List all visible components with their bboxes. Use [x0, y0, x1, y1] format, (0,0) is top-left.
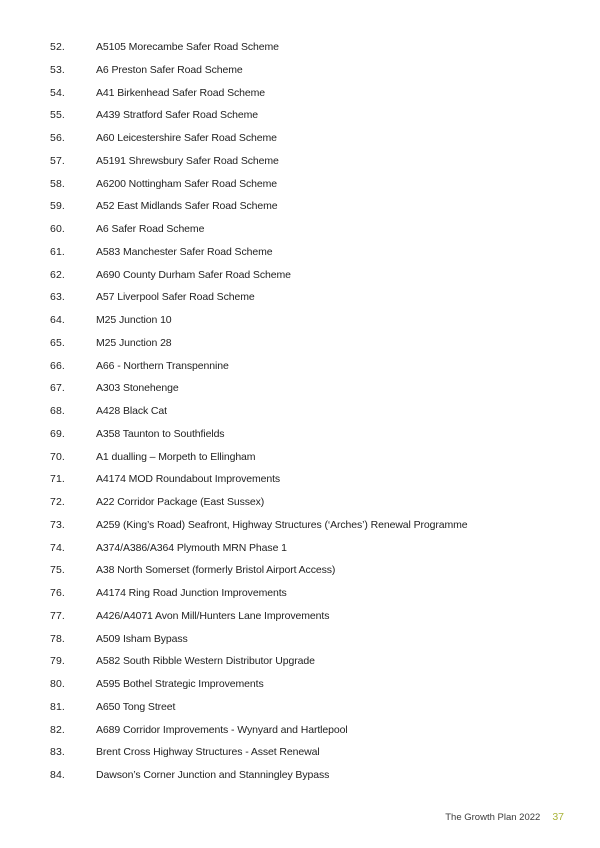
list-item: [50, 403, 468, 426]
list-item: [50, 198, 468, 221]
list-item-number: 69.: [50, 427, 65, 440]
list-item: [50, 653, 468, 676]
list-item-text: A374/A386/A364 Plymouth MRN Phase 1: [96, 541, 287, 554]
list-item-text: A428 Black Cat: [96, 405, 167, 417]
list-item-text: A595 Bothel Strategic Improvements: [96, 678, 264, 690]
list-item-text: A6200 Nottingham Safer Road Scheme: [96, 177, 278, 190]
list-item-text: Dawson’s Corner Junction and Stanningley Bypass: [96, 769, 330, 781]
list-item: [50, 380, 468, 403]
list-item-number: 81.: [50, 700, 65, 713]
list-item: [50, 631, 468, 654]
list-item-number: 67.: [50, 382, 65, 395]
list-item-number: 52.: [50, 41, 65, 53]
list-item-text: A4174 MOD Roundabout Improvements: [96, 473, 281, 486]
list-item-text: A57 Liverpool Safer Road Scheme: [96, 291, 255, 304]
list-item-number: 74.: [50, 541, 65, 554]
list-item: [50, 244, 468, 267]
list-item-number: 78.: [50, 632, 65, 645]
list-item-text: A41 Birkenhead Safer Road Scheme: [96, 86, 265, 99]
list-item-number: 63.: [50, 291, 65, 304]
list-item: [50, 176, 468, 199]
list-item-number: 66.: [50, 359, 65, 372]
page-footer: [445, 811, 564, 823]
list-item-text: A690 County Durham Safer Road Scheme: [96, 268, 291, 281]
list-item-text: Brent Cross Highway Structures - Asset Renewal: [96, 746, 320, 759]
list-item-text: A22 Corridor Package (East Sussex): [96, 496, 265, 508]
list-item-number: 58.: [50, 177, 65, 190]
list-item-text: A689 Corridor Improvements - Wynyard and Hartlepool: [96, 723, 348, 736]
list-item-number: 79.: [50, 655, 65, 668]
list-item-number: 64.: [50, 314, 65, 326]
list-item-number: 75.: [50, 564, 65, 577]
list-item-text: A1 dualling – Morpeth to Ellingham: [96, 450, 256, 463]
list-item-text: A509 Isham Bypass: [96, 632, 188, 645]
list-item-text: M25 Junction 28: [96, 336, 172, 349]
list-item-text: A5191 Shrewsbury Safer Road Scheme: [96, 154, 279, 167]
list-item-text: A66 - Northern Transpennine: [96, 359, 229, 372]
list-item-text: A38 North Somerset (formerly Bristol Airport Access): [96, 564, 336, 577]
list-item-number: 53.: [50, 63, 65, 76]
list-item-number: 72.: [50, 496, 65, 508]
list-item-text: A60 Leicestershire Safer Road Scheme: [96, 132, 277, 144]
list-item-number: 61.: [50, 245, 65, 258]
list-item-text: M25 Junction 10: [96, 314, 172, 326]
list-item: [50, 540, 468, 563]
list-item-text: A259 (King’s Road) Seafront, Highway Structures (‘Arches’) Renewal Programme: [96, 518, 468, 531]
list-item: [50, 767, 468, 790]
list-item-text: A583 Manchester Safer Road Scheme: [96, 245, 273, 258]
list-item-number: 60.: [50, 223, 65, 235]
footer-title: The Growth Plan 2022: [445, 812, 541, 823]
list-item: [50, 426, 468, 449]
list-item: [50, 517, 468, 540]
list-item: [50, 267, 468, 290]
list-item-number: 56.: [50, 132, 65, 144]
list-item-number: 57.: [50, 154, 65, 167]
list-item: [50, 312, 468, 335]
list-item-text: A52 East Midlands Safer Road Scheme: [96, 200, 278, 213]
list-item-text: A4174 Ring Road Junction Improvements: [96, 587, 287, 599]
list-item-number: 54.: [50, 86, 65, 99]
list-item-text: A582 South Ribble Western Distributor Upgrade: [96, 655, 315, 668]
list-item-number: 68.: [50, 405, 65, 417]
list-item: [50, 221, 468, 244]
list-item-number: 59.: [50, 200, 65, 213]
list-item: [50, 62, 468, 85]
list-item: [50, 744, 468, 767]
list-item-text: A650 Tong Street: [96, 700, 176, 713]
list-item-number: 82.: [50, 723, 65, 736]
page-number: 37: [552, 811, 564, 823]
list-item: [50, 562, 468, 585]
list-item-number: 73.: [50, 518, 65, 531]
list-item: [50, 699, 468, 722]
list-item-number: 76.: [50, 587, 65, 599]
list-item: [50, 153, 468, 176]
list-item-text: A6 Safer Road Scheme: [96, 223, 205, 235]
list-item-text: A5105 Morecambe Safer Road Scheme: [96, 41, 279, 53]
list-item-number: 55.: [50, 109, 65, 122]
list-item: [50, 722, 468, 745]
list-item: [50, 608, 468, 631]
list-item-number: 84.: [50, 769, 65, 781]
list-item: [50, 494, 468, 517]
list-item-number: 70.: [50, 450, 65, 463]
list-item: [50, 449, 468, 472]
list-item-text: A358 Taunton to Southfields: [96, 427, 225, 440]
list-item-text: A303 Stonehenge: [96, 382, 179, 395]
list-item: [50, 85, 468, 108]
list-item-number: 83.: [50, 746, 65, 759]
list-item-text: A439 Stratford Safer Road Scheme: [96, 109, 258, 122]
list-item: [50, 130, 468, 153]
list-item-number: 62.: [50, 268, 65, 281]
list-item: [50, 471, 468, 494]
list-item: [50, 289, 468, 312]
list-item-number: 71.: [50, 473, 65, 486]
list-item: [50, 585, 468, 608]
list-item: [50, 335, 468, 358]
list-item: [50, 676, 468, 699]
list-item-text: A426/A4071 Avon Mill/Hunters Lane Improvements: [96, 609, 330, 622]
list-item-number: 80.: [50, 678, 65, 690]
list-item-number: 65.: [50, 336, 65, 349]
list-item: [50, 107, 468, 130]
list-item-number: 77.: [50, 609, 65, 622]
list-item: [50, 39, 468, 62]
scheme-list: [50, 39, 468, 790]
list-item: [50, 358, 468, 381]
list-item-text: A6 Preston Safer Road Scheme: [96, 63, 243, 76]
